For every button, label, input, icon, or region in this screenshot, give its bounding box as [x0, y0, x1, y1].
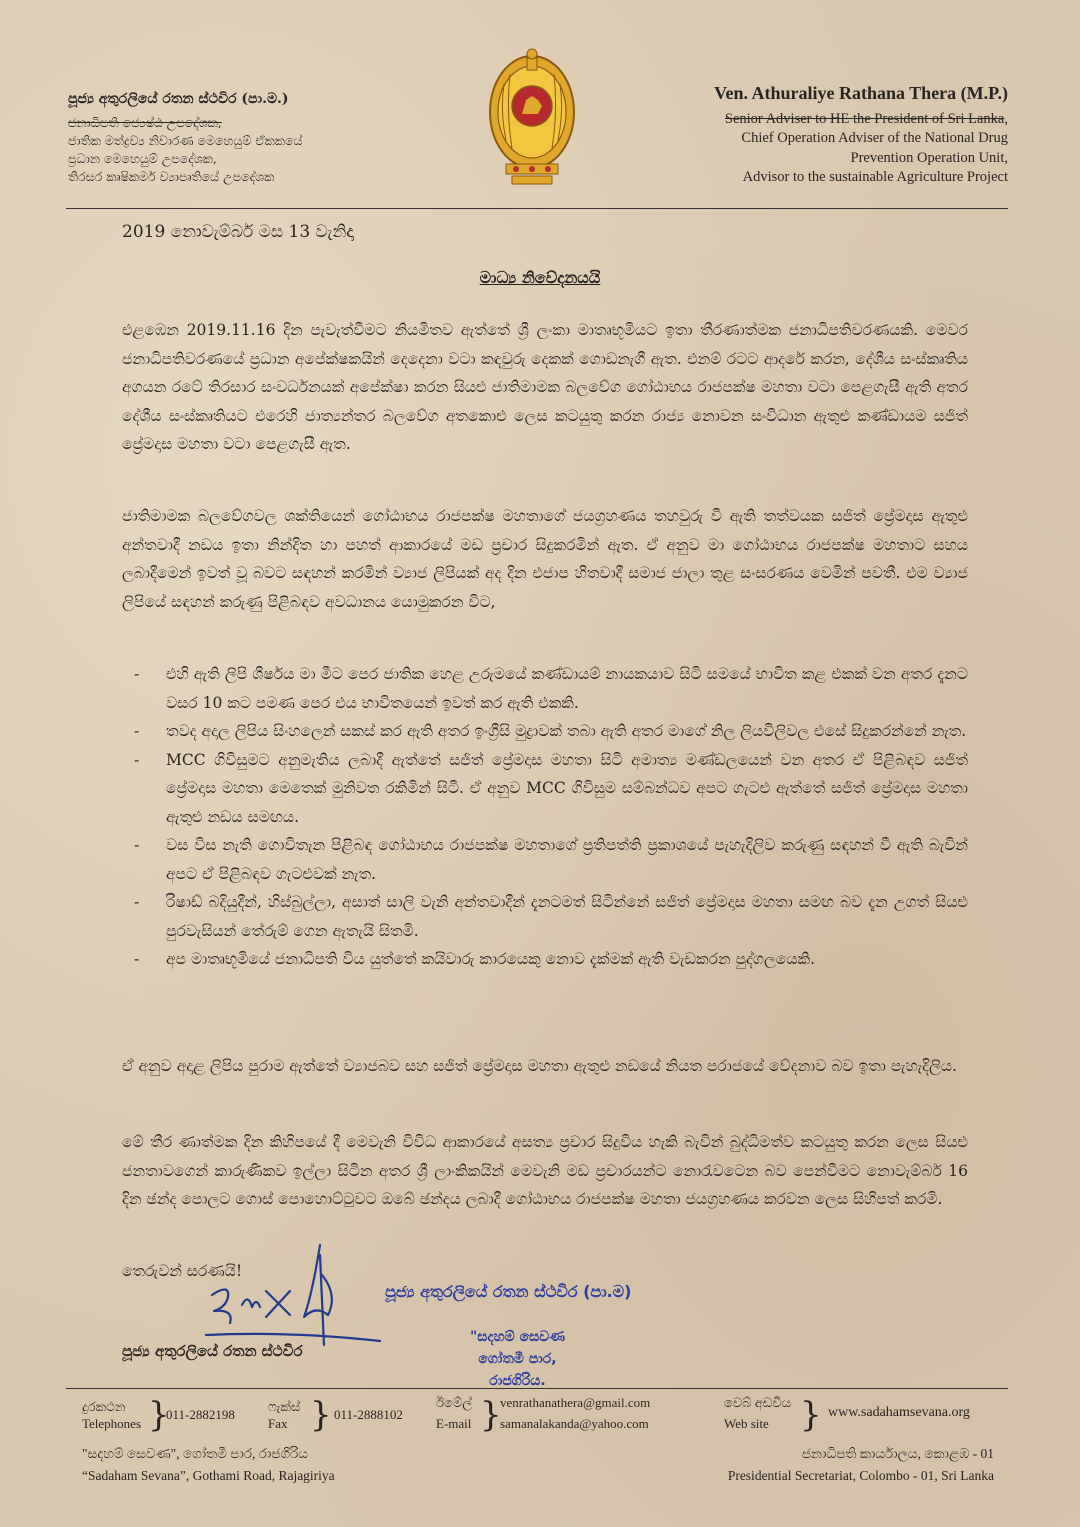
fax-number: 011-2888102 — [334, 1407, 403, 1422]
list-item — [122, 831, 968, 888]
footer-web-label — [724, 1394, 791, 1432]
address-right-si: ජනාධිපති කාර්යාලය, කොළඹ - 01 — [801, 1446, 994, 1461]
bullet-dash: - — [134, 722, 140, 740]
tel-label-si: දුරකථන — [82, 1399, 126, 1414]
list-item — [122, 717, 968, 746]
title-line-en-1: Chief Operation Adviser of the National Drug — [741, 130, 1008, 146]
address-left — [82, 1443, 335, 1487]
address-left-si: "සදහම් සෙවණ", ගෝතමී පාර, රාජගිරිය — [82, 1446, 309, 1461]
bullet-list — [122, 660, 968, 974]
title-line-en-2: Prevention Operation Unit, — [850, 149, 1008, 166]
sender-name-en: Ven. Athuraliye Rathana Thera (M.P.) — [714, 83, 1008, 103]
header-divider — [66, 208, 1008, 209]
header-left — [68, 90, 398, 186]
struck-title-en-suffix: , — [1004, 110, 1008, 127]
bullet-dash: - — [134, 836, 140, 854]
title-line-si-3: තිරසර කෘෂිකර්ම ව්‍යාපෘතියේ උපදේශක — [68, 169, 275, 184]
footer-emails — [500, 1394, 650, 1432]
bullet-text: රිෂාඩ් බදියුදීන්, හිස්බුල්ලා, අසාත් සාලි වැනි අන්තවාදීන් දැනටමත් සිටින්නේ සජිත් ප්‍රේමදාස මහතා සමඟ බව දැන උගත් සියළු පුරවැසියන් තේරුම් ගෙන ඇතැයි සිතමි. — [166, 893, 968, 940]
bullet-dash: - — [134, 950, 140, 968]
address-left-en: “Sadaham Sevana”, Gothami Road, Rajagiriya — [82, 1468, 335, 1483]
struck-title-en-line — [588, 110, 1008, 130]
closing-salutation: තෙරුවන් සරණයි! — [122, 1262, 243, 1280]
email-1[interactable]: venrathanathera@gmail.com — [500, 1395, 651, 1410]
tel-label-en: Telephones — [82, 1416, 142, 1431]
address-right — [728, 1443, 994, 1487]
stamp-line-2: ගෝතමී පාර, — [478, 1351, 557, 1367]
fax-label-si: ෆැක්ස් — [268, 1399, 301, 1414]
sri-lanka-emblem-icon — [482, 44, 582, 194]
list-item — [122, 660, 968, 717]
struck-title-en: Senior Adviser to HE the President of Sri Lanka — [724, 110, 1005, 127]
brace-icon: } — [310, 1395, 332, 1435]
bullet-dash: - — [134, 750, 140, 769]
paragraph-1: එළඹෙන 2019.11.16 දින පැවැත්වීමට නියමිතව ඇත්තේ ශ්‍රී ලංකා මාතෘභූමියට ඉතා තීරණාත්මක ජනාධිපතිවරණයකි. මෙවර ජනාධිපතිවරණයේ ප්‍රධාන අපේක්ෂකයින් දෙදෙනා වටා කඳවුරු දෙකක් ගොඩනැගී ඇත. එනම් රටට ආදරේ කරන, දේශීය සංස්කෘතිය අගයන රටේ තිරසාර සංවර්ධනයක් අපේක්ෂා කරන සියළු ජාතිමාමක බලවේග ගෝඨාභය රාජපක්ෂ මහතා වටා පෙළගැසී ඇති අතර දේශීය සංස්කෘතියට එරෙහි ජාත්‍යන්තර බලවේග අතකොළු ලෙස කටයුතු කරන රාජ්‍ය නොවන සංවිධාන ඇතුළු කණ්ඩායම සජිත් ප්‍රේමදාස මහතා වටා පෙළගැසී ඇත. — [122, 321, 968, 453]
address-right-en: Presidential Secretariat, Colombo - 01, Sri Lanka — [727, 1468, 994, 1483]
brace-icon: } — [800, 1395, 822, 1435]
footer-email-label — [436, 1394, 472, 1432]
paragraph-3: ඒ අනුව අදාළ ලිපිය පුරාම ඇත්තේ ව්‍යාජබව සහ සජිත් ප්‍රේමදාස මහතා ඇතුළු නඩයේ නියත පරාජයේ වේදනාව බව ඉතා පැහැදිලිය. — [122, 1057, 957, 1075]
stamp-name: පූජ්‍ය අතුරලියේ රතන ස්ථවිර (පා.ම) — [385, 1282, 632, 1301]
footer-divider — [66, 1388, 1008, 1389]
title-line-si-1: ජාතික මත්ද්‍රව්‍ය නිවාරණ මෙහෙයුම් ඒකකයේ — [68, 133, 303, 148]
letter-title: මාධ්‍ය නිවේදනයයි — [479, 268, 601, 287]
list-item — [122, 945, 968, 974]
sender-name-si: පූජ්‍ය අතුරලියේ රතන ස්ථවිර (පා.ම.) — [68, 91, 289, 107]
list-item — [122, 746, 968, 832]
title-line-en-3: Advisor to the sustainable Agriculture Project — [742, 169, 1008, 185]
paragraph-2: ජාතිමාමක බලවේගවල ශක්තියෙන් ගෝඨාභය රාජපක්ෂ මහතාගේ ජයග්‍රහණය තහවුරු වී ඇති තත්වයක සජිත් ප්‍රේමදාස ඇතුළු අන්තවාදී නඩය ඉතා නින්දිත හා පහත් ආකාරයේ මඩ ප්‍රචාර සිදුකරමින් ඇත. ඒ අනුව මා ගෝඨාභය රාජපක්ෂ මහතාට සහය ලබාදීමෙන් ඉවත් වූ බවට සඳහන් කරමින් ව්‍යාජ ලිපියක් අද දින එජාප හිතවාදී සමාජ ජාලා තුළ සංසරණය වෙමින් පවතී. එම ව්‍යාජ ලිපියේ සඳහන් කරුණු පිළිබඳව අවධානය යොමුකරන විට, — [122, 507, 968, 611]
bullet-text: තවද අදාල ලිපිය සිංහලෙන් සකස් කර ඇති අතර ඉංග්‍රීසි මුද්‍රාවක් තබා ඇති අතර මාගේ නිල ලියවිලිවල එසේ සිදුකරන්නේ නැත. — [166, 722, 967, 740]
letter-date: 2019 නොවැම්බර් මස 13 වැනිදා — [122, 222, 354, 242]
brace-icon: } — [480, 1395, 502, 1435]
footer-fax-label — [268, 1398, 300, 1432]
stamp-line-3: රාජගිරිය. — [489, 1373, 546, 1389]
struck-title-si: ජනාධිපති ජ්‍යෙෂ්ඨ උපදේශක, — [68, 115, 222, 130]
list-item — [122, 888, 968, 945]
stamp-line-1: "සදහම් සෙවණ — [470, 1329, 565, 1345]
tel-number: 011-2882198 — [166, 1407, 235, 1422]
fax-label-en: Fax — [268, 1416, 288, 1431]
bullet-text: එහි ඇති ලිපි ශීර්ෂය මා මීට පෙර ජාතික හෙළ උරුමයේ කණ්ඩායම් නායකයාව සිටි සමයේ භාවිත කළ එකක් වන අතර දැනට වසර 10 කට පමණ පෙර එය භාවිතයෙන් ඉවත් කර ඇති එකකි. — [166, 665, 968, 712]
web-label-en: Web site — [724, 1416, 769, 1431]
footer-telephone-label — [82, 1398, 141, 1432]
bullet-dash: - — [134, 893, 140, 911]
email-label-en: E-mail — [436, 1416, 472, 1431]
title-line-si-2: ප්‍රධාන මෙහෙයුම් උපදේශක, — [68, 151, 217, 166]
web-label-si: වෙබ් අඩවිය — [724, 1395, 792, 1410]
stamp-address — [470, 1326, 565, 1392]
signer-name: පූජ්‍ය අතුරලියේ රතන ස්ථවිර — [122, 1342, 303, 1360]
email-2[interactable]: samanalakanda@yahoo.com — [500, 1416, 649, 1431]
paragraph-4: මේ තීර ණාත්මක දින කිහිපයේ දී මෙවැනි විවිධ ආකාරයේ අසත්‍ය ප්‍රචාර සිදුවිය හැකි බැවින් බුද්ධිමත්ව කටයුතු කරන ලෙස සියළු ජනතාවගෙන් කාරුණිකව ඉල්ලා සිටින අතර ශ්‍රී ලාංකිකයින් මෙවැනි මඩ ප්‍රචාරයන්ට නොරැවටෙන බව පෙන්වීමට නොවැම්බර් 16 දින ඡන්ද පොලට ගොස් පොහොට්ටුවට ඔබේ ඡන්දය ලබාදී ගෝඨාභය රාජපක්ෂ මහතා ජයග්‍රහණය කරවන ලෙස සිහිපත් කරමි. — [122, 1133, 968, 1208]
web-url[interactable]: www.sadahamsevana.org — [828, 1405, 970, 1420]
bullet-text: වස විස නැති ගොවිතැන පිළිබඳ ගෝඨාභය රාජපක්ෂ මහතාගේ ප්‍රතිපත්ති ප්‍රකාශයේ පැහැදිලිව කරුණු සඳහන් වී ඇති බැවින් අපට ඒ පිළිබඳව ගැටළුවක් නැත. — [166, 836, 968, 883]
brace-icon: } — [148, 1395, 170, 1435]
email-label-si: ඊමේල් — [436, 1395, 473, 1410]
handwritten-signature — [200, 1235, 390, 1355]
bullet-dash: - — [134, 665, 140, 683]
bullet-text: MCC ගිවිසුමට අනුමැතිය ලබාදී ඇත්තේ සජිත් ප්‍රේමදාස මහතා සිටි අමාත්‍ය මණ්ඩලයෙන් වන අතර ඒ පිළිබඳව සජිත් ප්‍රේමදාස මහතා මෙතෙක් මුනිවත රකිමින් සිටී. ඒ අනුව MCC ගිවිසුම සම්බන්ධව අපට ගැටළු ඇත්තේ සජිත් ප්‍රේමදාස මහතා ඇතුළු නඩය සමඟය. — [166, 750, 968, 826]
header-right — [588, 84, 1008, 188]
bullet-text: අප මාතෘභූමියේ ජනාධිපති විය යුත්තේ කයිවාරු කාරයෙකු නොව දැක්මක් ඇති වැඩකරන පුද්ගලයෙකි. — [166, 950, 815, 968]
